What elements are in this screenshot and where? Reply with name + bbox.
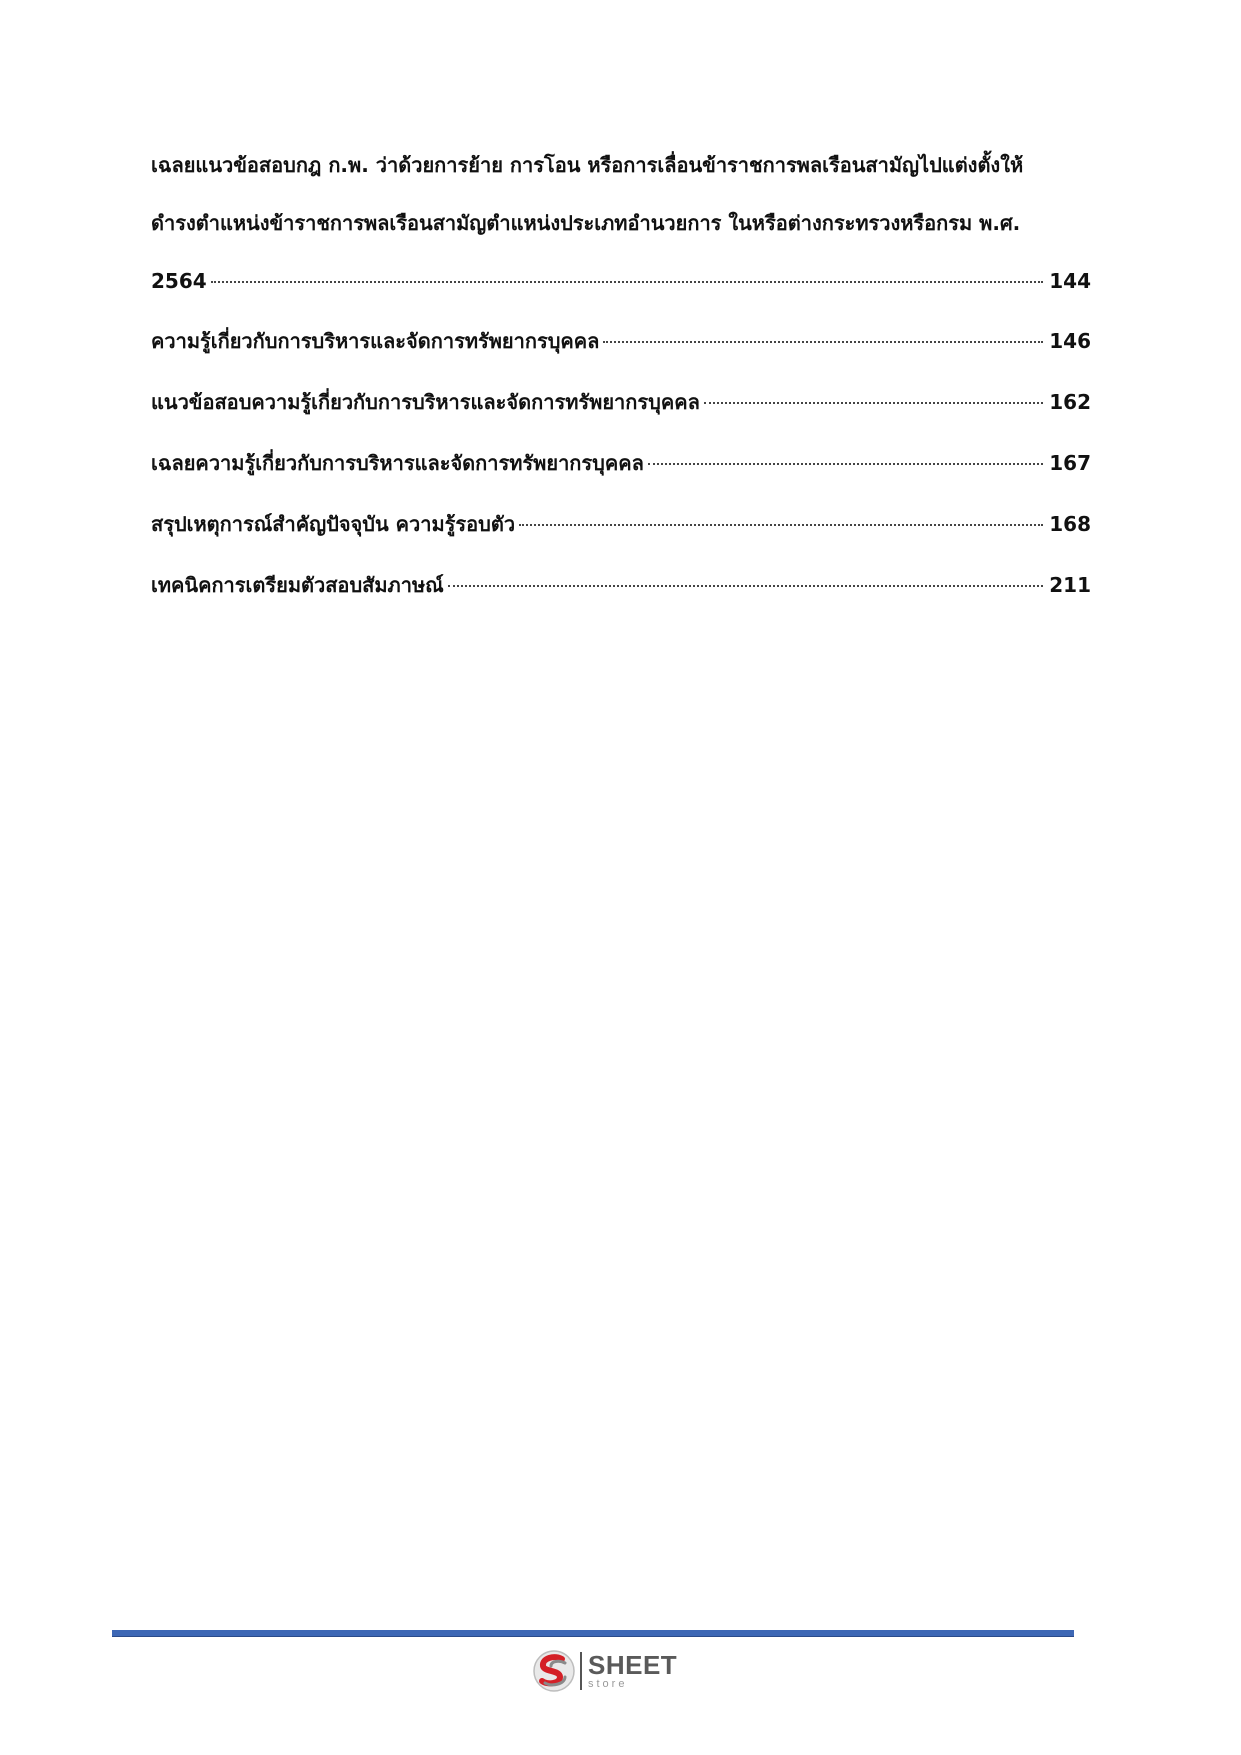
sheet-store-logo-icon: [532, 1649, 576, 1693]
toc-entry-title-line-2: ดำรงตำแหน่งข้าราชการพลเรือนสามัญตำแหน่งประเภทอำนวยการ ในหรือต่างกระทรวงหรือกรม พ.ศ.: [151, 211, 1021, 235]
toc-entry-title-line-1: เฉลยแนวข้อสอบกฎ ก.พ. ว่าด้วยการย้าย การโอน หรือการเลื่อนข้าราชการพลเรือนสามัญไปแต่งตั้งให้: [151, 153, 1024, 177]
toc-entry-page-number: 162: [1049, 390, 1091, 414]
dot-leader: [704, 402, 1043, 404]
toc-entry[interactable]: [151, 150, 1091, 296]
toc-entry[interactable]: [151, 326, 1091, 356]
toc-entry-page-number: 167: [1049, 451, 1091, 475]
dot-leader: [519, 524, 1043, 526]
toc-entry-page-number: 168: [1049, 512, 1091, 536]
logo-brand-text: SHEET: [588, 1650, 678, 1680]
toc-entry-title: เฉลยความรู้เกี่ยวกับการบริหารและจัดการทรัพยากรบุคคล: [151, 451, 644, 475]
dot-leader: [648, 463, 1043, 465]
logo-wordmark: [588, 1652, 677, 1690]
table-of-contents: [151, 150, 1091, 631]
toc-entry-page-number: 146: [1049, 329, 1091, 353]
toc-entry[interactable]: [151, 448, 1091, 478]
toc-entry-title: ความรู้เกี่ยวกับการบริหารและจัดการทรัพยากรบุคคล: [151, 329, 600, 353]
logo-separator: [580, 1652, 582, 1690]
toc-entry-last-line: [151, 266, 1091, 296]
toc-entry[interactable]: [151, 387, 1091, 417]
logo-sub-text: store: [588, 1678, 628, 1690]
toc-entry-title: แนวข้อสอบความรู้เกี่ยวกับการบริหารและจัดการทรัพยากรบุคคล: [151, 390, 700, 414]
toc-entry-page-number: 211: [1049, 573, 1091, 597]
toc-entry[interactable]: [151, 509, 1091, 539]
dot-leader: [211, 281, 1044, 283]
toc-entry[interactable]: [151, 570, 1091, 600]
toc-entry-title: สรุปเหตุการณ์สำคัญปัจจุบัน ความรู้รอบตัว: [151, 512, 516, 536]
toc-entry-title-line-3: 2564: [151, 269, 207, 293]
dot-leader: [448, 585, 1044, 587]
toc-entry-title: เทคนิคการเตรียมตัวสอบสัมภาษณ์: [151, 573, 444, 597]
footer-logo: [532, 1648, 677, 1694]
toc-entry-page-number: 144: [1049, 269, 1091, 293]
footer-divider: [112, 1630, 1074, 1637]
dot-leader: [603, 341, 1043, 343]
